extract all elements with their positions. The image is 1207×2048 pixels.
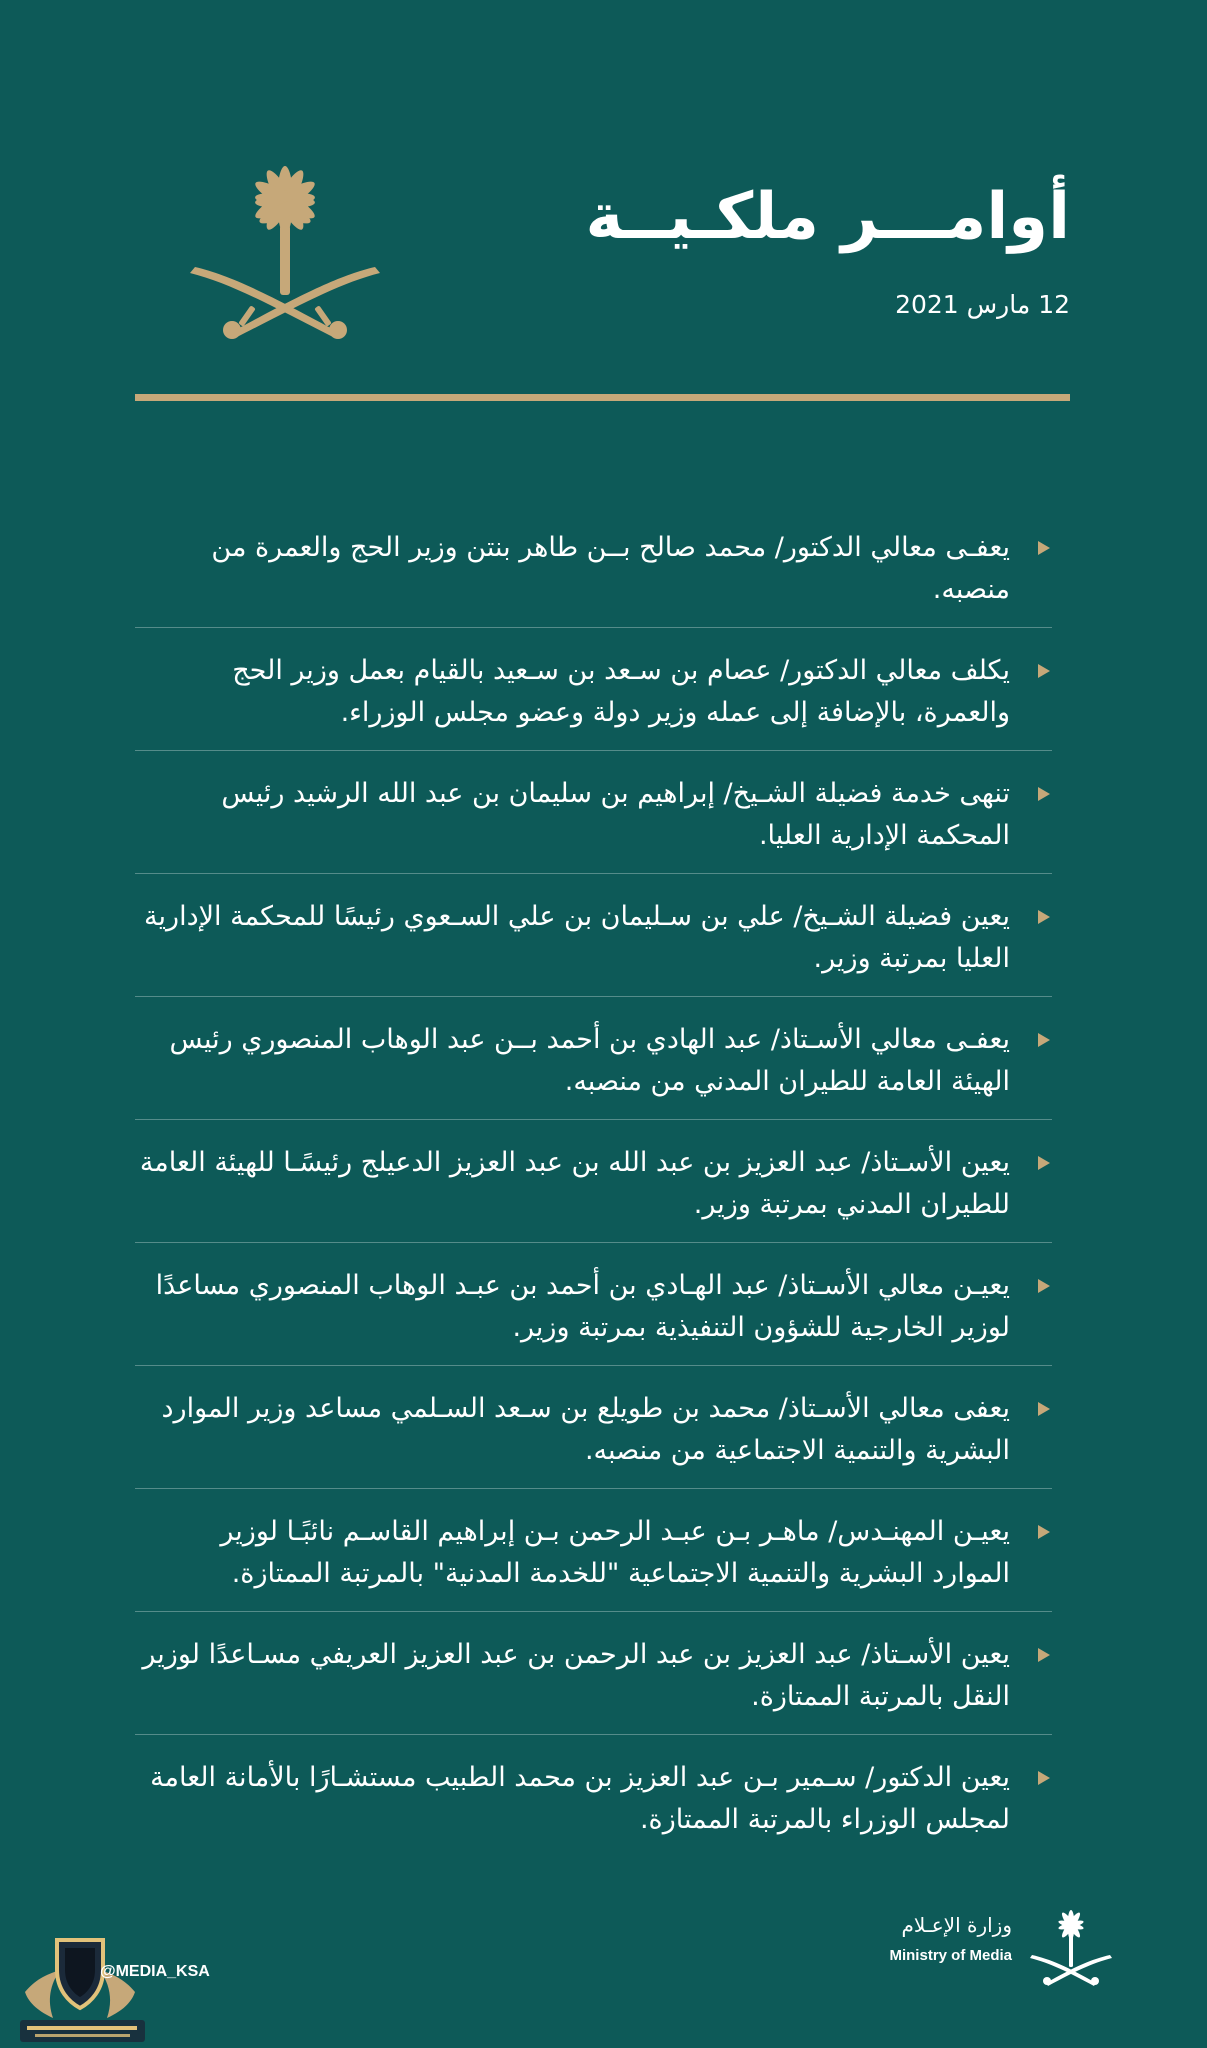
- list-item: [135, 751, 1052, 874]
- list-item: [135, 997, 1052, 1120]
- list-item: [135, 874, 1052, 997]
- watermark-badge: [0, 1925, 260, 2048]
- triangle-bullet-icon: [1038, 1648, 1050, 1662]
- triangle-bullet-icon: [1038, 1033, 1050, 1047]
- triangle-bullet-icon: [1038, 1156, 1050, 1170]
- order-text: يعيـن المهنـدس/ ماهـر بـن عبـد الرحمن بـن إبراهيم القاسـم نائبًـا لوزير الموارد البشرية والتنمية الاجتماعية "للخدمة المدنية" بالمرتبة الممتازة.: [220, 1516, 1010, 1589]
- order-text: يعفى معالي الأسـتاذ/ محمد بن طويلع بن سـعد السـلمي مساعد وزير الموارد البشرية والتنمية الاجتماعية من منصبه.: [161, 1393, 1010, 1466]
- ministry-of-media-logo: [862, 1905, 1112, 1995]
- triangle-bullet-icon: [1038, 910, 1050, 924]
- palm-and-swords-emblem-icon: [190, 155, 380, 340]
- ministry-name-english: Ministry of Media: [889, 1947, 1012, 1964]
- list-item: [135, 1120, 1052, 1243]
- royal-orders-list: [135, 505, 1052, 1858]
- triangle-bullet-icon: [1038, 1402, 1050, 1416]
- list-item: [135, 1612, 1052, 1735]
- list-item: [135, 505, 1052, 628]
- order-text: يعين الدكتور/ سـمير بـن عبد العزيز بن محمد الطبيب مستشـارًا بالأمانة العامة لمجلس الوزراء بالمرتبة الممتازة.: [150, 1762, 1010, 1835]
- gold-divider: [135, 394, 1070, 401]
- order-text: يعين الأسـتاذ/ عبد العزيز بن عبد الله بن عبد العزيز الدعيلج رئيسًـا للهيئة العامة للطيران المدني بمرتبة وزير.: [139, 1147, 1010, 1220]
- list-item: [135, 1735, 1052, 1858]
- header: [135, 140, 1070, 400]
- triangle-bullet-icon: [1038, 541, 1050, 555]
- triangle-bullet-icon: [1038, 1525, 1050, 1539]
- order-text: يكلف معالي الدكتور/ عصام بن سـعد بن سـعيد بالقيام بعمل وزير الحج والعمرة، بالإضافة إلى عمله وزير دولة وعضو مجلس الوزراء.: [232, 655, 1010, 728]
- ministry-name-arabic: وزارة الإعـلام: [901, 1913, 1012, 1937]
- order-text: تنهى خدمة فضيلة الشـيخ/ إبراهيم بن سليمان بن عبد الله الرشيد رئيس المحكمة الإدارية العليا.: [221, 778, 1010, 851]
- order-text: يعين الأسـتاذ/ عبد العزيز بن عبد الرحمن بن عبد العزيز العريفي مسـاعدًا لوزير النقل بالمرتبة الممتازة.: [142, 1639, 1010, 1712]
- order-text: يعفـى معالي الأسـتاذ/ عبد الهادي بن أحمد بــن عبد الوهاب المنصوري رئيس الهيئة العامة للطيران المدني من منصبه.: [169, 1024, 1010, 1097]
- list-item: [135, 1243, 1052, 1366]
- social-handle: @MEDIA_KSA: [100, 1963, 210, 1980]
- order-text: يعيـن معالي الأسـتاذ/ عبد الهـادي بن أحمد بن عبـد الوهاب المنصوري مساعدًا لوزير الخارجية للشؤون التنفيذية بمرتبة وزير.: [155, 1270, 1010, 1343]
- forum-shield-logo-icon: [5, 1930, 155, 2048]
- order-text: يعفـى معالي الدكتور/ محمد صالح بــن طاهر بنتن وزير الحج والعمرة من منصبه.: [211, 532, 1010, 605]
- triangle-bullet-icon: [1038, 1771, 1050, 1785]
- triangle-bullet-icon: [1038, 664, 1050, 678]
- page-title: أوامـــر ملكـيــة: [585, 180, 1070, 254]
- palm-and-swords-small-icon: [1030, 1905, 1112, 1987]
- order-text: يعين فضيلة الشـيخ/ علي بن سـليمان بن علي السـعوي رئيسًا للمحكمة الإدارية العليا بمرتبة وزير.: [144, 901, 1010, 974]
- publish-date: 12 مارس 2021: [895, 290, 1070, 319]
- triangle-bullet-icon: [1038, 787, 1050, 801]
- list-item: [135, 1366, 1052, 1489]
- list-item: [135, 1489, 1052, 1612]
- triangle-bullet-icon: [1038, 1279, 1050, 1293]
- list-item: [135, 628, 1052, 751]
